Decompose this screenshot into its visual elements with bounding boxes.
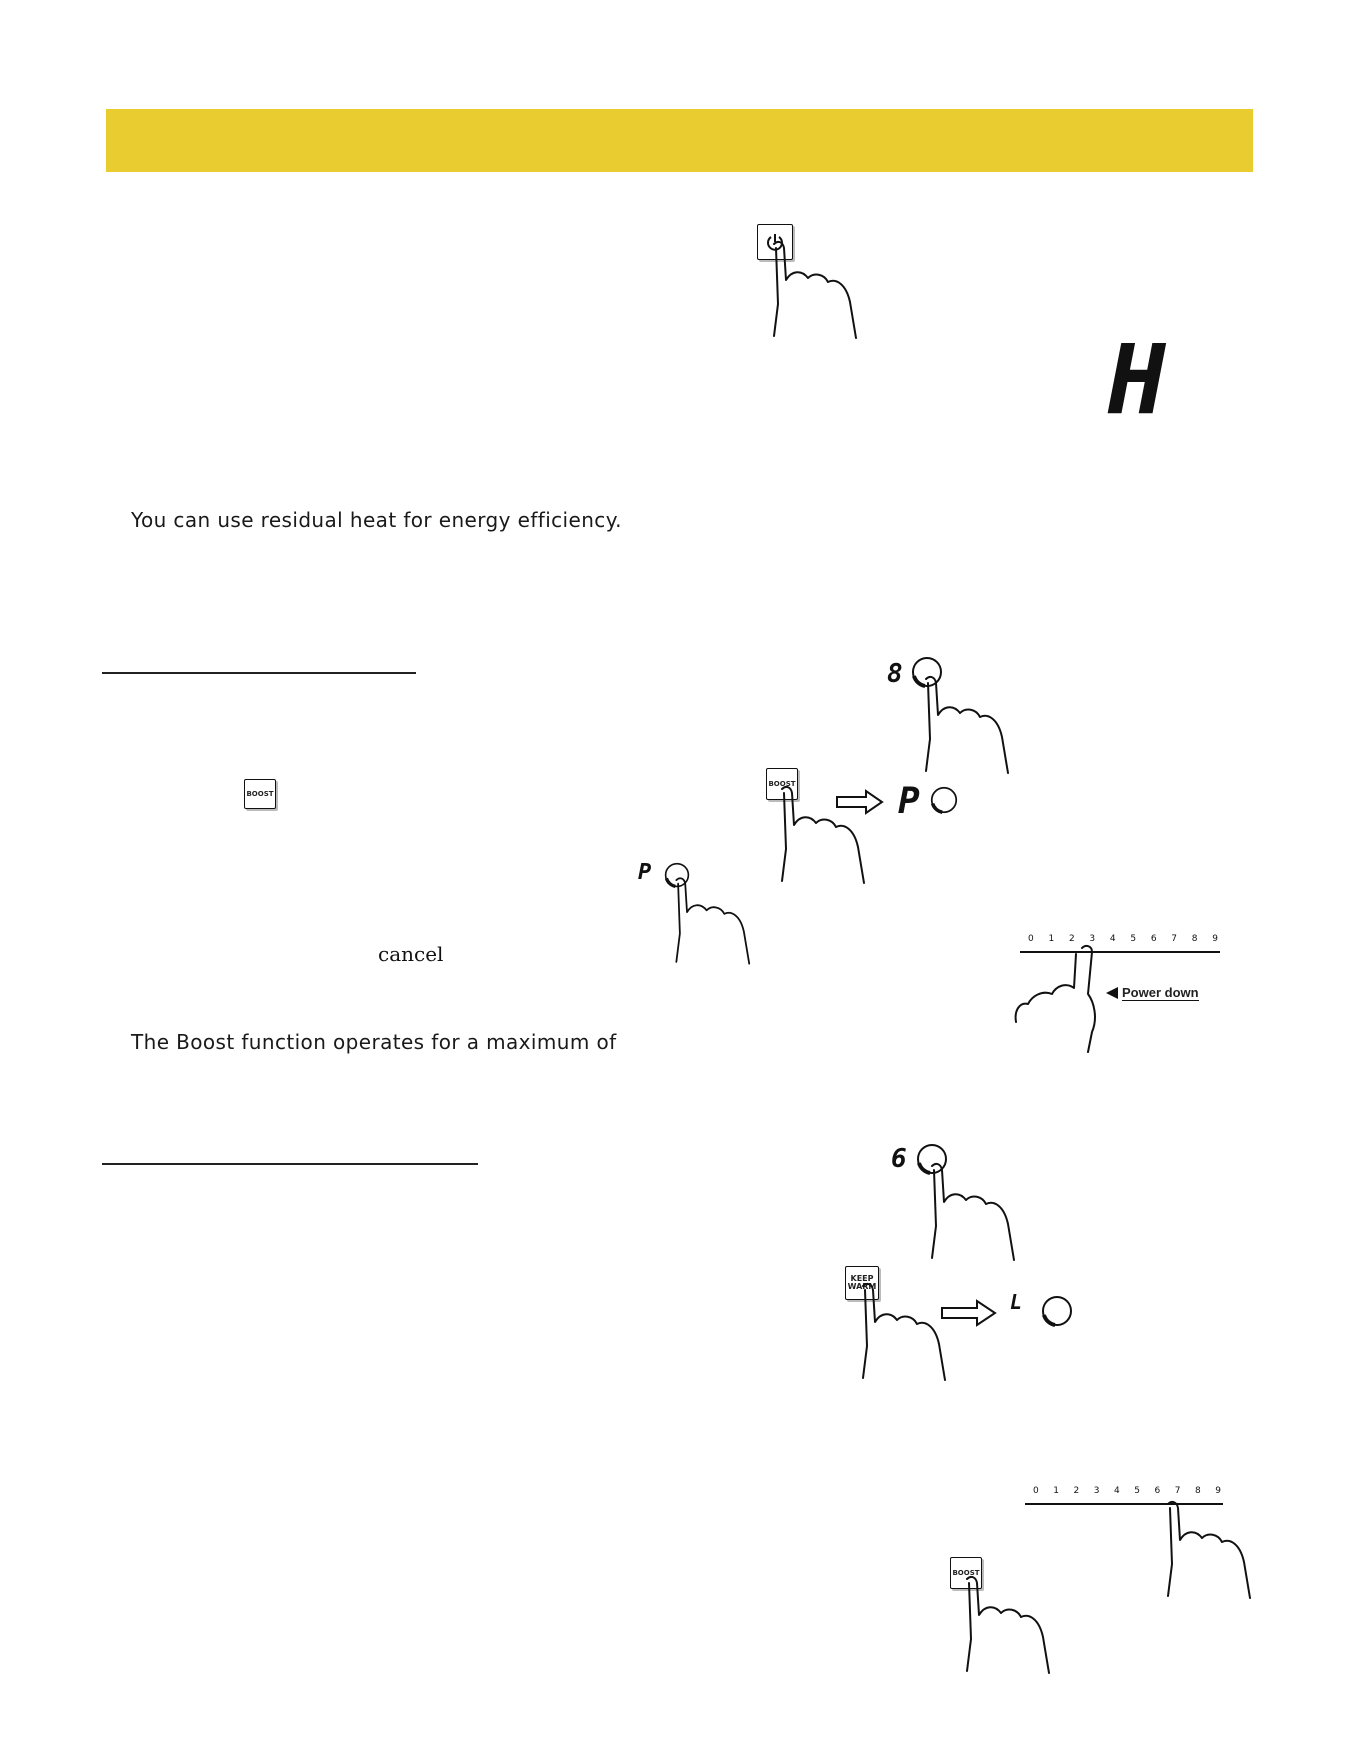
- zone-selector-circle-icon: [930, 786, 958, 814]
- pointing-hand-icon: [857, 1282, 947, 1382]
- section-header-banner: [106, 109, 1253, 172]
- slider-tick-label: 6: [1154, 1486, 1161, 1496]
- slider-tick-label: 5: [1130, 934, 1137, 944]
- slider-tick-label: 1: [1053, 1486, 1059, 1496]
- slider-tick-label: 4: [1109, 934, 1116, 944]
- slider-tick-label: 9: [1215, 1486, 1221, 1496]
- slider-tick-label: 4: [1114, 1486, 1120, 1496]
- slider-tick-label: 9: [1212, 934, 1218, 944]
- cancel-text: cancel: [378, 942, 444, 966]
- section-underline-boost: [102, 672, 416, 674]
- keep-warm-label-2: WARM: [847, 1282, 877, 1291]
- right-arrow-icon: [836, 790, 884, 814]
- keep-warm-label-1: KEEP: [850, 1274, 874, 1283]
- zone-display-8: 8: [887, 659, 903, 689]
- zone-display-6: 6: [891, 1144, 907, 1174]
- pointing-hand-icon: [1012, 944, 1112, 1054]
- keep-warm-result-display: L: [1010, 1290, 1023, 1314]
- zone-selector-icon[interactable]: [1041, 1295, 1073, 1327]
- slider-tick-label: 1: [1048, 934, 1055, 944]
- slider-tick-label: 8: [1195, 1486, 1201, 1496]
- slider-ticks-2: [1033, 1486, 1221, 1496]
- pointing-hand-icon: [926, 1162, 1016, 1262]
- left-arrow-icon: [1106, 987, 1120, 999]
- section-underline-keep-warm: [102, 1163, 478, 1165]
- zone-selector-icon[interactable]: [930, 786, 958, 814]
- slider-ticks-1: [1028, 934, 1218, 944]
- pointing-hand-icon: [961, 1575, 1051, 1675]
- zone-selector-circle-icon: [1041, 1295, 1073, 1327]
- slider-tick-label: 2: [1068, 934, 1075, 944]
- pointing-hand-icon: [768, 240, 858, 340]
- boost-result-display: P: [898, 781, 920, 822]
- pointing-hand-icon: [1162, 1500, 1252, 1600]
- slider-tick-label: 3: [1089, 934, 1096, 944]
- slider-tick-label: 0: [1028, 934, 1034, 944]
- boost-key[interactable]: BOOST: [766, 768, 798, 800]
- residual-heat-tip: You can use residual heat for energy efficiency.: [131, 508, 622, 532]
- power-down-label: Power down: [1122, 985, 1199, 1000]
- boost-duration-tip: The Boost function operates for a maximum of: [131, 1030, 617, 1054]
- slider-tick-label: 7: [1171, 934, 1178, 944]
- boost-key-inline[interactable]: BOOST: [244, 779, 276, 809]
- slider-tick-label: 2: [1073, 1486, 1080, 1496]
- slider-tick-label: 5: [1134, 1486, 1140, 1496]
- right-arrow-icon: [941, 1300, 997, 1326]
- pointing-hand-icon: [671, 876, 751, 966]
- power-down-indicator: [1106, 985, 1199, 1001]
- slider-tick-label: 7: [1174, 1486, 1181, 1496]
- pointing-hand-icon: [920, 675, 1010, 775]
- residual-heat-display: H: [1108, 324, 1166, 436]
- boost-key-2[interactable]: BOOST: [950, 1557, 982, 1589]
- zone-display-p: P: [638, 860, 652, 885]
- slider-tick-label: 3: [1093, 1486, 1100, 1496]
- slider-tick-label: 6: [1150, 934, 1157, 944]
- slider-tick-label: 0: [1033, 1486, 1039, 1496]
- slider-tick-label: 8: [1191, 934, 1198, 944]
